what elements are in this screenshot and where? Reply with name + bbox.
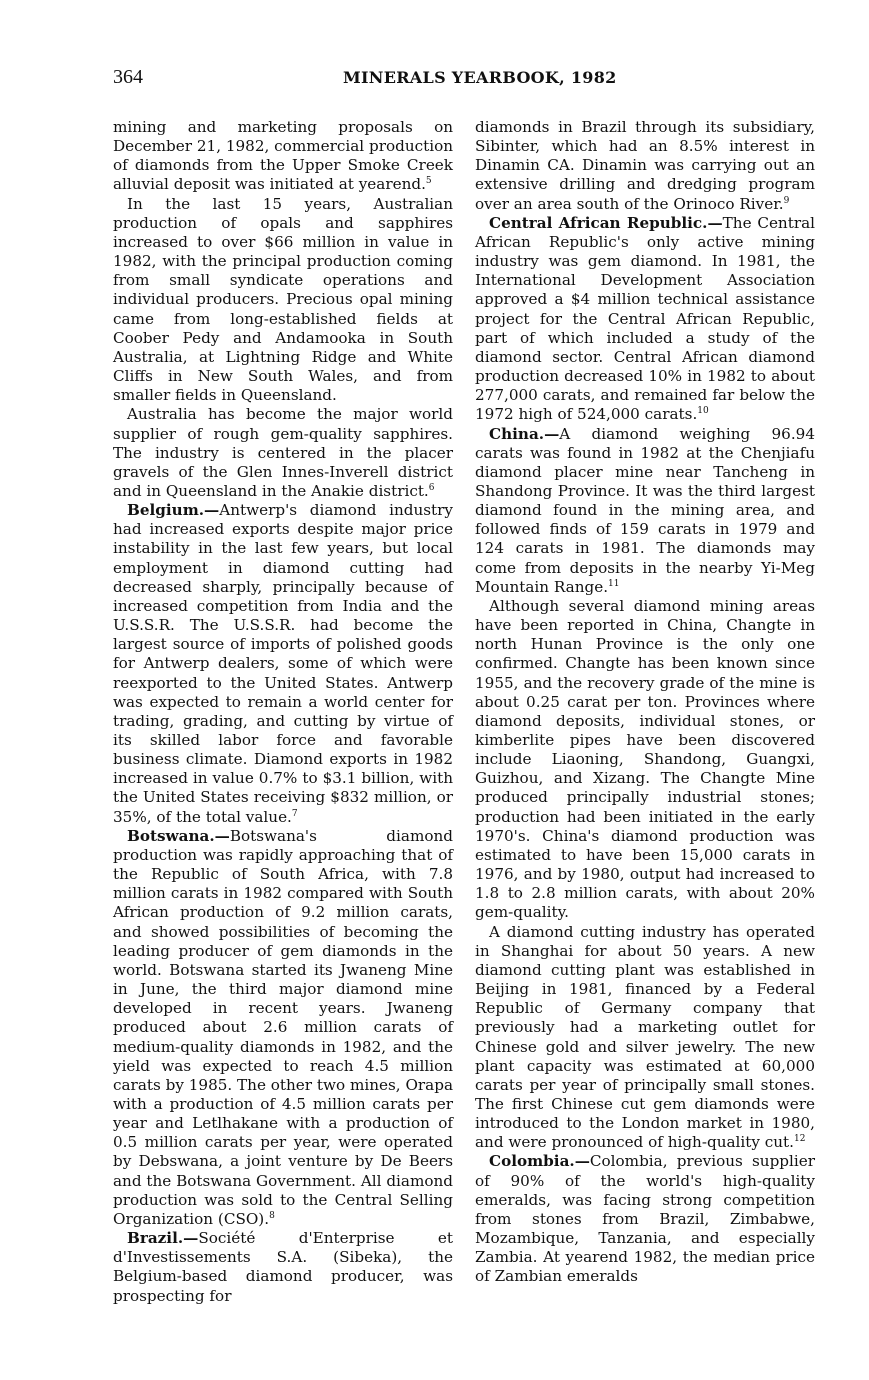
paragraph xyxy=(113,405,453,501)
left-column xyxy=(113,118,453,1306)
footnote-marker: 5 xyxy=(425,176,432,187)
paragraph xyxy=(475,1152,815,1286)
paragraph-text: Antwerp's diamond industry had increased exports despite major price instability in the last few years, but local employment in diamond cutting had decreased sharply, principally because of increased competition from India and the U.S.S.R. The U.S.S.R. had become the largest source of imports of polished goods for Antwerp dealers, some of which were reexported to the United States. Antwerp was expected to remain a world center for trading, grading, and cutting by virtue of its skilled labor force and favorable business climate. Diamond exports in 1982 increased in value 0.7% to $3.1 billion, with the United States receiving $832 million, or 35%, of the total value. xyxy=(113,501,453,826)
paragraph-text: Société d'Enterprise et d'Investissements S.A. (Sibeka), the Belgium-based diamond producer, was prospecting for xyxy=(113,1229,453,1305)
page-number: 364 xyxy=(113,66,143,88)
footnote-marker: 12 xyxy=(793,1134,806,1145)
footnote-marker: 7 xyxy=(291,808,298,819)
paragraph-text: Botswana's diamond production was rapidly approaching that of the Republic of South Africa, with 7.8 million carats in 1982 compared with South African production of 9.2 million carats, and showed possibilities of becoming the leading producer of gem diamonds in the world. Botswana started its Jwaneng Mine in June, the third major diamond mine developed in recent years. Jwaneng produced about 2.6 million carats of medium-quality diamonds in 1982, and the yield was expected to reach 4.5 million carats by 1985. The other two mines, Orapa with a production of 4.5 million carats per year and Letlhakane with a production of 0.5 million carats per year, were operated by Debswana, a joint venture by De Beers and the Botswana Government. All diamond production was sold to the Central Selling Organization (CSO). xyxy=(113,826,454,1228)
paragraph xyxy=(475,118,815,214)
section-lead: Brazil.— xyxy=(127,1229,199,1248)
paragraph xyxy=(113,501,453,827)
paragraph-text: mining and marketing proposals on December 21, 1982, commercial production of diamonds from the Upper Smoke Creek alluvial deposit was initiated at yearend. xyxy=(113,118,453,194)
footnote-marker: 9 xyxy=(783,195,790,206)
footnote-marker: 8 xyxy=(269,1210,275,1221)
paragraph-text: Australia has become the major world supplier of rough gem-quality sapphires. The industry is centered in the placer gravels of the Glen Innes-Inverell district and in Queensland in the Anakie district. xyxy=(113,405,453,500)
paragraph-text: A diamond weighing 96.94 carats was found in 1982 at the Chenjiafu diamond placer mine near Tancheng in Shandong Province. It was the third largest diamond found in the mining area, and followed finds of 159 carats in 1979 and 124 carats in 1981. The diamonds may come from deposits in the nearby Yi-Meg Mountain Range. xyxy=(475,424,815,596)
paragraph xyxy=(113,118,453,195)
section-lead: China.— xyxy=(489,424,560,443)
paragraph-text: A diamond cutting industry has operated in Shanghai for about 50 years. A new diamond cutting plant was established in Beijing in 1981, financed by a Federal Republic of Germany company that previously had a marketing outlet for Chinese gold and silver jewelry. The new plant capacity was estimated at 60,000 carats per year of principally small stones. The first Chinese cut gem diamonds were introduced to the London market in 1980, and were pronounced of high-quality cut. xyxy=(475,922,815,1152)
paragraph xyxy=(475,425,815,597)
section-lead: Belgium.— xyxy=(127,501,220,520)
paragraph-text: diamonds in Brazil through its subsidiary, Sibinter, which had an 8.5% interest in Dinamin CA. Dinamin was carrying out an extensive drilling and dredging program over an area south of the Orinoco River. xyxy=(475,118,815,213)
right-column xyxy=(475,118,815,1287)
paragraph xyxy=(475,923,815,1153)
paragraph xyxy=(113,827,453,1229)
running-title: MINERALS YEARBOOK, 1982 xyxy=(343,68,617,87)
paragraph xyxy=(113,195,453,406)
paragraph-text: The Central African Republic's only active mining industry was gem diamond. In 1981, the International Development Association approved a $4 million technical assistance project for the Central African Republic, part of which included a study of the diamond sector. Central African diamond production decreased 10% in 1982 to about 277,000 carats, and remained far below the 1972 high of 524,000 carats. xyxy=(475,213,815,424)
page-header xyxy=(113,66,825,96)
footnote-marker: 10 xyxy=(697,406,709,417)
footnote-marker: 6 xyxy=(428,482,435,493)
section-lead: Central African Republic.— xyxy=(489,213,723,232)
paragraph-text: In the last 15 years, Australian production of opals and sapphires increased to over $66 million in value in 1982, with the principal production coming from small syndicate operations and individual producers. Precious opal mining came from long-established fields at Coober Pedy and Andamooka in South Australia, at Lightning Ridge and White Cliffs in New South Wales, and from smaller fields in Queensland. xyxy=(113,194,453,405)
section-lead: Colombia.— xyxy=(489,1152,590,1171)
paragraph xyxy=(113,1229,453,1306)
paragraph xyxy=(475,597,815,923)
paragraph-text: Colombia, previous supplier of 90% of the world's high-quality emeralds, was facing strong competition from stones from Brazil, Zimbabwe, Mozambique, Tanzania, and especially Zambia. At yearend 1982, the median price of Zambian emeralds xyxy=(475,1152,815,1286)
paragraph xyxy=(475,214,815,425)
section-lead: Botswana.— xyxy=(127,826,230,845)
footnote-marker: 11 xyxy=(608,578,620,589)
paragraph-text: Although several diamond mining areas have been reported in China, Changte in north Hunan Province is the only one confirmed. Changte has been known since 1955, and the recovery grade of the mine is about 0.25 carat per ton. Provinces where diamond deposits, individual stones, or kimberlite pipes have been discovered include Liaoning, Shandong, Guangxi, Guizhou, and Xizang. The Changte Mine produced principally industrial stones; production had been initiated in the early 1970's. China's diamond production was estimated to have been 15,000 carats in 1976, and by 1980, output had increased to 1.8 to 2.8 million carats, with about 20% gem-quality. xyxy=(475,596,815,922)
